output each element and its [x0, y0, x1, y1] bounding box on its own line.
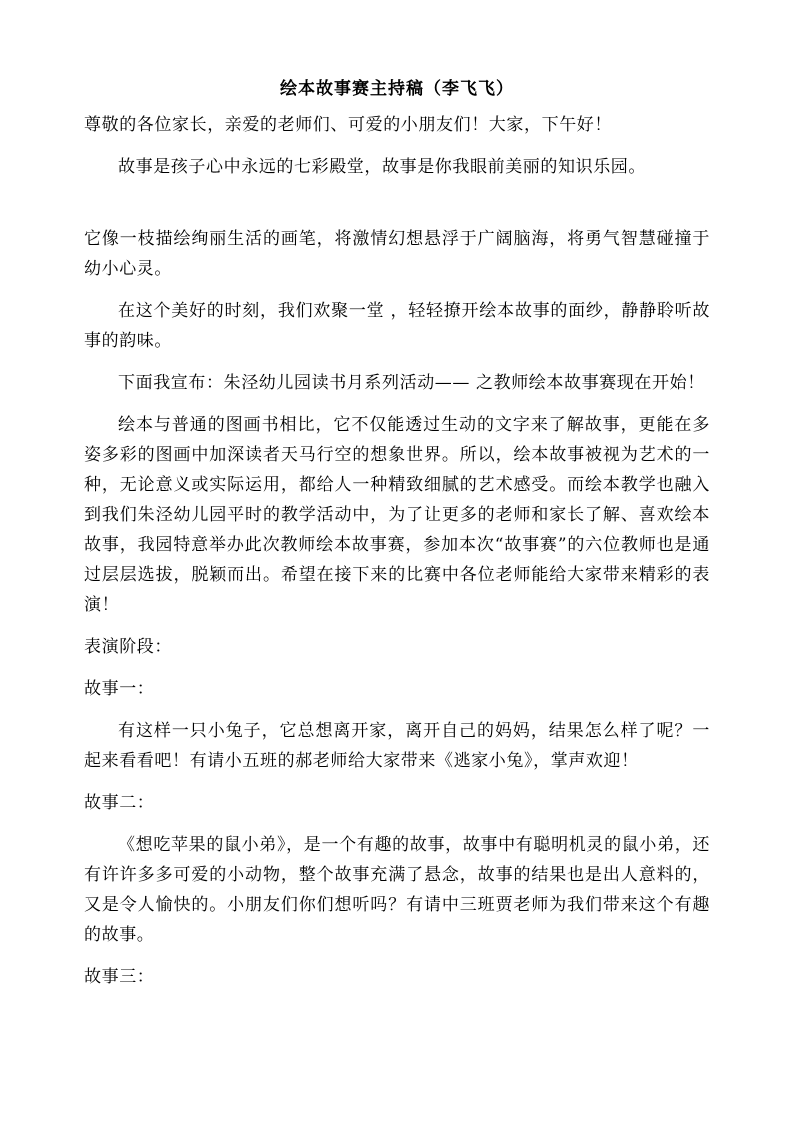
story-two-paragraph: 《想吃苹果的鼠小弟》，是一个有趣的故事，故事中有聪明机灵的鼠小弟，还有许许多多可爱的小动物，整个故事充满了悬念，故事的结果也是出人意料的，又是令人愉快的。小朋友们你们想听吗？有请中三班贾老师为我们带来这个有趣的故事。 [84, 835, 710, 945]
gathering-paragraph: 在这个美好的时刻，我们欢聚一堂 ，轻轻撩开绘本故事的面纱，静静聆听故事的韵味。 [84, 301, 710, 351]
story-three-heading: 故事三： [84, 967, 155, 987]
announcement-paragraph: 下面我宣布：朱泾幼儿园读书月系列活动—— 之教师绘本故事赛现在开始！ [118, 373, 705, 393]
section-heading-performance: 表演阶段： [84, 637, 172, 657]
intro-paragraph: 故事是孩子心中永远的七彩殿堂，故事是你我眼前美丽的知识乐园。 [118, 157, 646, 177]
picture-book-paragraph: 绘本与普通的图画书相比，它不仅能透过生动的文字来了解故事，更能在多姿多彩的图画中加深读者天马行空的想象世界。所以，绘本故事被视为艺术的一种，无论意义或实际运用，都给人一种精致细腻的艺术感受。而绘本教学也融入到我们朱泾幼儿园平时的教学活动中，为了让更多的老师和家长了解、喜欢绘本故事，我园特意举办此次教师绘本故事赛，参加本次“故事赛”的六位教师也是通过层层选拔，脱颖而出。希望在接下来的比赛中各位老师能给大家带来精彩的表演！ [84, 415, 710, 615]
metaphor-paragraph: 它像一枝描绘绚丽生活的画笔，将激情幻想悬浮于广阔脑海，将勇气智慧碰撞于幼小心灵。 [84, 229, 710, 279]
story-one-paragraph: 有这样一只小兔子，它总想离开家，离开自己的妈妈，结果怎么样了呢？一起来看看吧！有请小五班的郝老师给大家带来《逃家小兔》，掌声欢迎！ [84, 721, 710, 771]
document-page [84, 74, 710, 992]
greeting-paragraph: 尊敬的各位家长，亲爱的老师们、可爱的小朋友们！大家，下午好！ [84, 115, 612, 135]
story-two-heading: 故事二： [84, 793, 155, 813]
document-title: 绘本故事赛主持稿（李飞飞） [280, 79, 514, 99]
story-one-heading: 故事一： [84, 679, 155, 699]
